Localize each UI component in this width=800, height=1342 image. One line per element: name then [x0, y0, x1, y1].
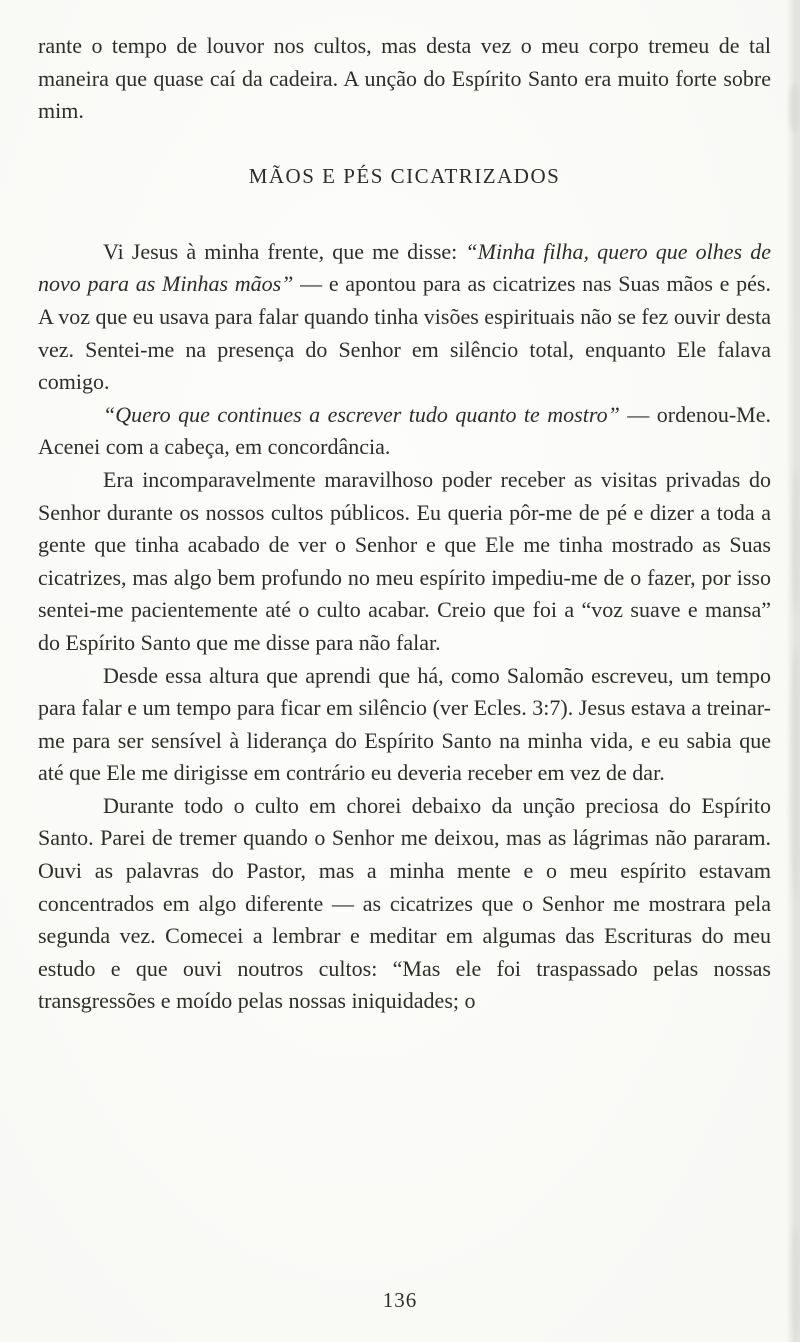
- paragraph: [38, 236, 771, 399]
- paragraph: [38, 660, 771, 790]
- paragraph-text: Vi Jesus à minha frente, que me disse:: [103, 238, 466, 264]
- text-column: [38, 30, 771, 1018]
- scan-smudge: [791, 1225, 800, 1340]
- page-number: 136: [382, 1288, 418, 1312]
- paragraph-text: — ordenou-Me. Acenei com a cabeça, em concordância.: [38, 401, 771, 460]
- scan-smudge: [790, 84, 799, 132]
- paragraph: [38, 399, 771, 464]
- quoted-speech-italic: “Minha filha, quero que olhes de novo para as Minhas mãos”: [38, 238, 771, 297]
- paragraph-text: Desde essa altura que aprendi que há, como Salomão escreveu, um tempo para falar e um tempo para ficar em silêncio (ver Ecles. 3:7). Jesus estava a treinar-me para ser sensível à liderança do Espírito Santo na minha vida, e eu sabia que até que Ele me dirigisse em contrário eu deveria receber em vez de dar.: [38, 662, 771, 786]
- paragraph: [38, 30, 771, 128]
- paragraph-text: rante o tempo de louvor nos cultos, mas desta vez o meu corpo tremeu de tal maneira que quase caí da cadeira. A unção do Espírito Santo era muito forte sobre mim.: [38, 33, 771, 124]
- paragraph: [38, 464, 771, 660]
- scan-smudge: [791, 645, 800, 900]
- paragraph-text: — e apontou para as cicatrizes nas Suas mãos e pés. A voz que eu usava para falar quando tinha visões espirituais não se fez ouvir desta vez. Sentei-me na presença do Senhor em silêncio total, enquanto Ele falava comigo.: [38, 271, 771, 395]
- paragraph-text: Era incomparavelmente maravilhoso poder receber as visitas privadas do Senhor durante os nossos cultos públicos. Eu queria pôr-me de pé e dizer a toda a gente que tinha acabado de ver o Senhor e que Ele me tinha mostrado as Suas cicatrizes, mas algo bem profundo no meu espírito impediu-me de o fazer, por isso sentei-me pacientemente até o culto acabar. Creio que foi a “voz suave e mansa” do Espírito Santo que me disse para não falar.: [38, 466, 771, 655]
- scan-smudge: [792, 468, 800, 613]
- section-heading: MÃOS E PÉS CICATRIZADOS: [248, 163, 561, 188]
- paragraph: [38, 790, 771, 1018]
- quoted-speech-italic: “Quero que continues a escrever tudo quanto te mostro”: [103, 401, 620, 427]
- paragraph-text: Durante todo o culto em chorei debaixo da unção preciosa do Espírito Santo. Parei de tremer quando o Senhor me deixou, mas as lágrimas não pararam. Ouvi as palavras do Pastor, mas a minha mente e o meu espírito estavam concentrados em algo diferente — as cicatrizes que o Senhor me mostrara pela segunda vez. Comecei a lembrar e meditar em algumas das Escrituras do meu estudo e que ouvi noutros cultos: “Mas ele foi traspassado pelas nossas transgressões e moído pelas nossas iniquidades; o: [38, 792, 771, 1014]
